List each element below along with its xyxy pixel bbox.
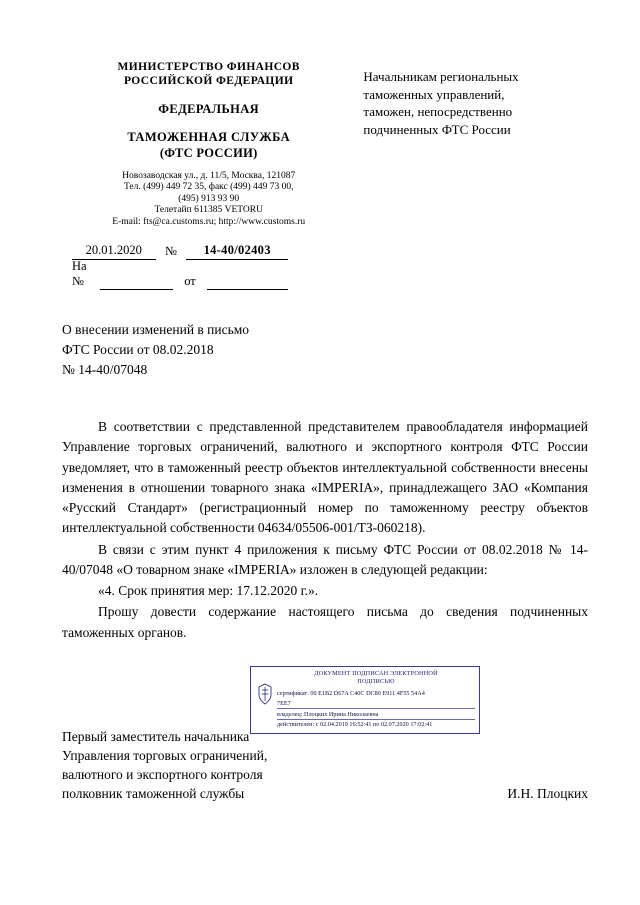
stamp-validity: действителен: с 02.04.2019 16:52:41 по 02.07.2020 17:02:41 <box>277 719 475 730</box>
letterhead-email: E-mail: fts@ca.customs.ru; http://www.customs.ru <box>112 216 306 227</box>
addressee-line-1: Начальникам региональных <box>363 69 519 84</box>
addressee-line-4: подчиненных ФТС России <box>363 121 511 137</box>
stamp-certificate-line-2: 7EE7 <box>277 699 291 707</box>
reference-block <box>0 242 340 290</box>
number-label: № <box>164 244 177 259</box>
signer-title-line-2: Управления торговых ограничений, <box>62 747 268 763</box>
letterhead-contacts <box>72 171 345 229</box>
signer-title <box>62 727 462 804</box>
reference-row-outgoing <box>72 242 288 260</box>
service-name-line2: ТАМОЖЕННАЯ СЛУЖБА <box>127 130 291 144</box>
body-paragraph-2: В связи с этим пункт 4 приложения к письму ФТС России от 08.02.2018 № 14-40/07048 «О товарном знаке «IMPERIA» изложен в следующей редакции: <box>62 541 588 577</box>
electronic-signature-stamp <box>250 666 480 734</box>
signature-block <box>0 727 640 804</box>
body-paragraph-4: Прошу довести содержание настоящего письма до сведения подчиненных таможенных органов. <box>62 604 588 640</box>
stamp-title-line-2: ПОДПИСЬЮ <box>357 677 395 685</box>
document-body <box>0 417 640 643</box>
document-subject <box>0 320 392 379</box>
letterhead-phone: Тел. (499) 449 72 35, факс (499) 449 73 00, <box>123 182 294 193</box>
signer-title-line-1: Первый заместитель начальника <box>62 728 250 744</box>
letterhead-block <box>52 60 345 228</box>
subject-line-3: № 14-40/07048 <box>62 361 148 377</box>
stamp-owner: владелец: Плоцких Ирина Николаевна <box>277 708 475 719</box>
service-abbreviation: (ФТС РОССИИ) <box>159 146 258 161</box>
subject-line-2: ФТС России от 08.02.2018 <box>62 341 214 357</box>
stamp-title-line-1: ДОКУМЕНТ ПОДПИСАН ЭЛЕКТРОННОЙ <box>314 670 438 677</box>
incoming-date-label: от <box>184 274 196 289</box>
incoming-number-label: На № <box>72 259 87 289</box>
incoming-number-blank <box>100 275 173 290</box>
service-name-line1: ФЕДЕРАЛЬНАЯ <box>158 101 260 116</box>
signer-name: И.Н. Плоцких <box>507 786 588 802</box>
document-header <box>0 0 640 228</box>
stamp-certificate-line-1: сертификат: 00 E1B2 D67A C40C DC80 E911 4F55 54A4 <box>277 690 425 697</box>
addressee-block <box>363 60 588 138</box>
addressee-line-2: таможенных управлений, <box>363 86 505 102</box>
letterhead-address: Новозаводская ул., д. 11/5, Москва, 121087 <box>122 170 296 181</box>
emblem-icon <box>256 683 274 705</box>
document-number: 14-40/02403 <box>186 243 288 260</box>
body-paragraph-3: «4. Срок принятия мер: 17.12.2020 г.». <box>98 583 319 599</box>
ministry-name-line1: МИНИСТЕРСТВО ФИНАНСОВ <box>117 61 300 73</box>
stamp-title <box>277 670 475 686</box>
signer-title-line-3: валютного и экспортного контроля <box>62 767 263 783</box>
body-paragraph-1: В соответствии с представленной представителем правообладателя информацией Управление торговых ограничений, валютного и экспортного контроля ФТС России уведомляет, что в таможенный реестр объектов интеллектуальной собственности внесены изменения в отношении товарного знака «IMPERIA», принадлежащего ЗАО «Компания «Русский Стандарт» (регистрационный номер по таможенному реестру объектов интеллектуальной собственности 04634/05506-001/ТЗ-060218). <box>62 419 588 536</box>
signer-title-line-4: полковник таможенной службы <box>62 786 245 802</box>
incoming-date-blank <box>207 275 288 290</box>
letterhead-phone-secondary: (495) 913 93 90 <box>178 193 240 204</box>
addressee-line-3: таможен, непосредственно <box>363 104 513 120</box>
letterhead-teletype: Телетайп 611385 VETORU <box>154 205 263 216</box>
document-date: 20.01.2020 <box>72 243 156 260</box>
reference-row-incoming <box>72 259 288 290</box>
subject-line-1: О внесении изменений в письмо <box>62 322 250 338</box>
ministry-name-line2: РОССИЙСКОЙ ФЕДЕРАЦИИ <box>123 75 294 88</box>
